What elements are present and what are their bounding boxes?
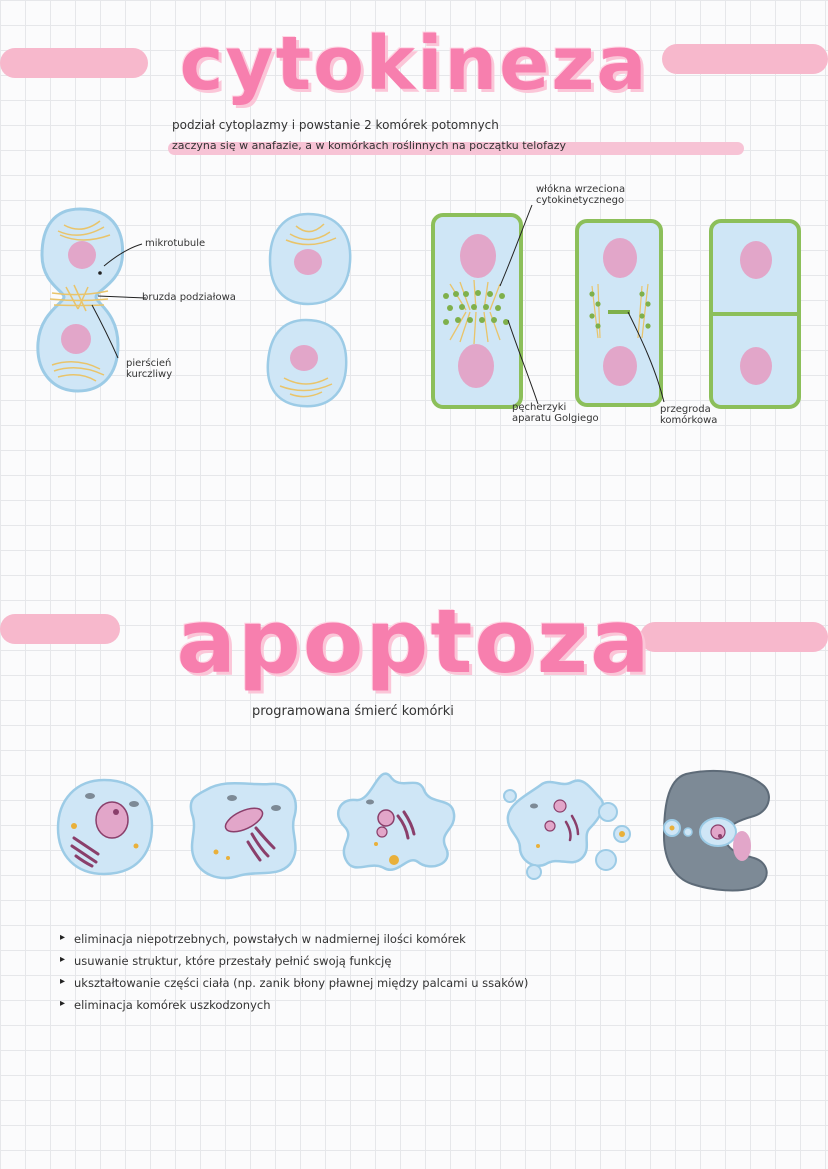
cytokinesis-subtitle-2: zaczyna się w anafazie, a w komórkach roślinnych na początku telofazy xyxy=(172,139,566,152)
apoptosis-bullet-list xyxy=(60,932,528,1020)
apoptosis-stage-5-phagocytosis xyxy=(656,766,776,894)
label-cell-plate: przegroda komórkowa xyxy=(660,404,718,426)
label-microtubules: mikrotubule xyxy=(145,238,206,249)
label-ring: pierścień kurczliwy xyxy=(126,358,173,380)
list-item: ▸ ukształtowanie części ciała (np. zanik błony pławnej między palcami u ssaków) xyxy=(60,976,528,998)
apoptosis-stage-2 xyxy=(186,778,304,882)
list-item: ▸ usuwanie struktur, które przestały pełnić swoją funkcję xyxy=(60,954,528,976)
cytokinesis-title: cytokineza xyxy=(179,21,649,107)
apoptosis-stage-3 xyxy=(330,772,464,880)
label-vesicles: pęcherzyki aparatu Golgiego xyxy=(512,402,599,424)
list-item: ▸ eliminacja niepotrzebnych, powstałych w nadmiernej ilości komórek xyxy=(60,932,528,954)
label-spindle-fibers: włókna wrzeciona cytokinetycznego xyxy=(536,184,626,206)
apoptosis-stage-4 xyxy=(498,776,634,882)
apoptosis-subtitle: programowana śmierć komórki xyxy=(252,704,454,719)
apoptosis-title: apoptoza xyxy=(176,590,652,693)
apoptosis-stage-1 xyxy=(54,776,158,880)
cytokinesis-subtitle-1: podział cytoplazmy i powstanie 2 komórek potomnych xyxy=(172,118,499,132)
list-item: ▸ eliminacja komórek uszkodzonych xyxy=(60,998,528,1020)
label-furrow: bruzda podziałowa xyxy=(142,292,236,303)
